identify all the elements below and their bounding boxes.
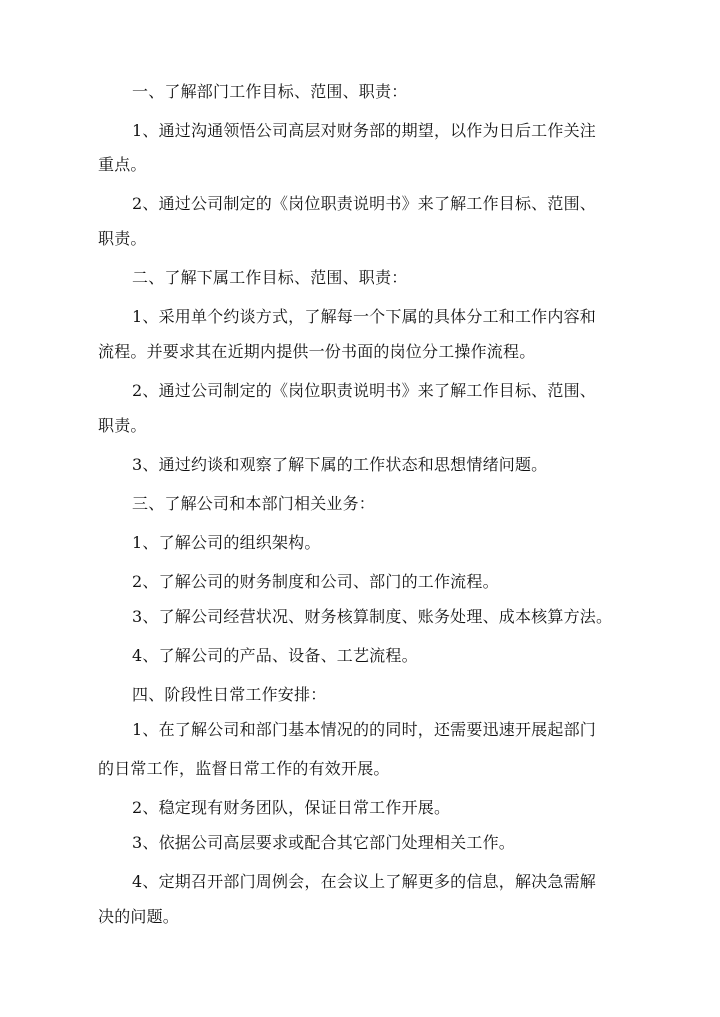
paragraph-line: 3、了解公司经营状况、财务核算制度、账务处理、成本核算方法。 xyxy=(132,607,613,626)
paragraph-line: 职责。 xyxy=(98,416,147,435)
paragraph-line: 1、采用单个约谈方式，了解每一个下属的具体分工和工作内容和 xyxy=(132,307,596,326)
paragraph-line: 4、了解公司的产品、设备、工艺流程。 xyxy=(132,646,418,665)
paragraph-line: 1、通过沟通领悟公司高层对财务部的期望，以作为日后工作关注 xyxy=(132,121,596,140)
section-heading-4: 四、阶段性日常工作安排： xyxy=(132,685,327,704)
section-heading-2: 二、了解下属工作目标、范围、职责： xyxy=(132,268,408,287)
paragraph-line: 2、通过公司制定的《岗位职责说明书》来了解工作目标、范围、 xyxy=(132,194,596,213)
paragraph-line: 的日常工作，监督日常工作的有效开展。 xyxy=(98,759,390,778)
section-heading-1: 一、了解部门工作目标、范围、职责： xyxy=(132,82,408,101)
paragraph-line: 4、定期召开部门周例会，在会议上了解更多的信息，解决急需解 xyxy=(132,872,596,891)
section-heading-3: 三、了解公司和本部门相关业务： xyxy=(132,494,376,513)
paragraph-line: 流程。并要求其在近期内提供一份书面的岗位分工操作流程。 xyxy=(98,342,536,361)
paragraph-line: 2、通过公司制定的《岗位职责说明书》来了解工作目标、范围、 xyxy=(132,381,596,400)
paragraph-line: 2、稳定现有财务团队，保证日常工作开展。 xyxy=(132,798,451,817)
paragraph-line: 1、了解公司的组织架构。 xyxy=(132,533,321,552)
paragraph-line: 职责。 xyxy=(98,229,147,248)
paragraph-line: 3、通过约谈和观察了解下属的工作状态和思想情绪问题。 xyxy=(132,455,548,474)
paragraph-line: 2、了解公司的财务制度和公司、部门的工作流程。 xyxy=(132,572,499,591)
paragraph-line: 决的问题。 xyxy=(98,907,180,926)
paragraph-line: 1、在了解公司和部门基本情况的的同时，还需要迅速开展起部门 xyxy=(132,720,596,739)
paragraph-line: 重点。 xyxy=(98,155,147,174)
paragraph-line: 3、依据公司高层要求或配合其它部门处理相关工作。 xyxy=(132,833,515,852)
